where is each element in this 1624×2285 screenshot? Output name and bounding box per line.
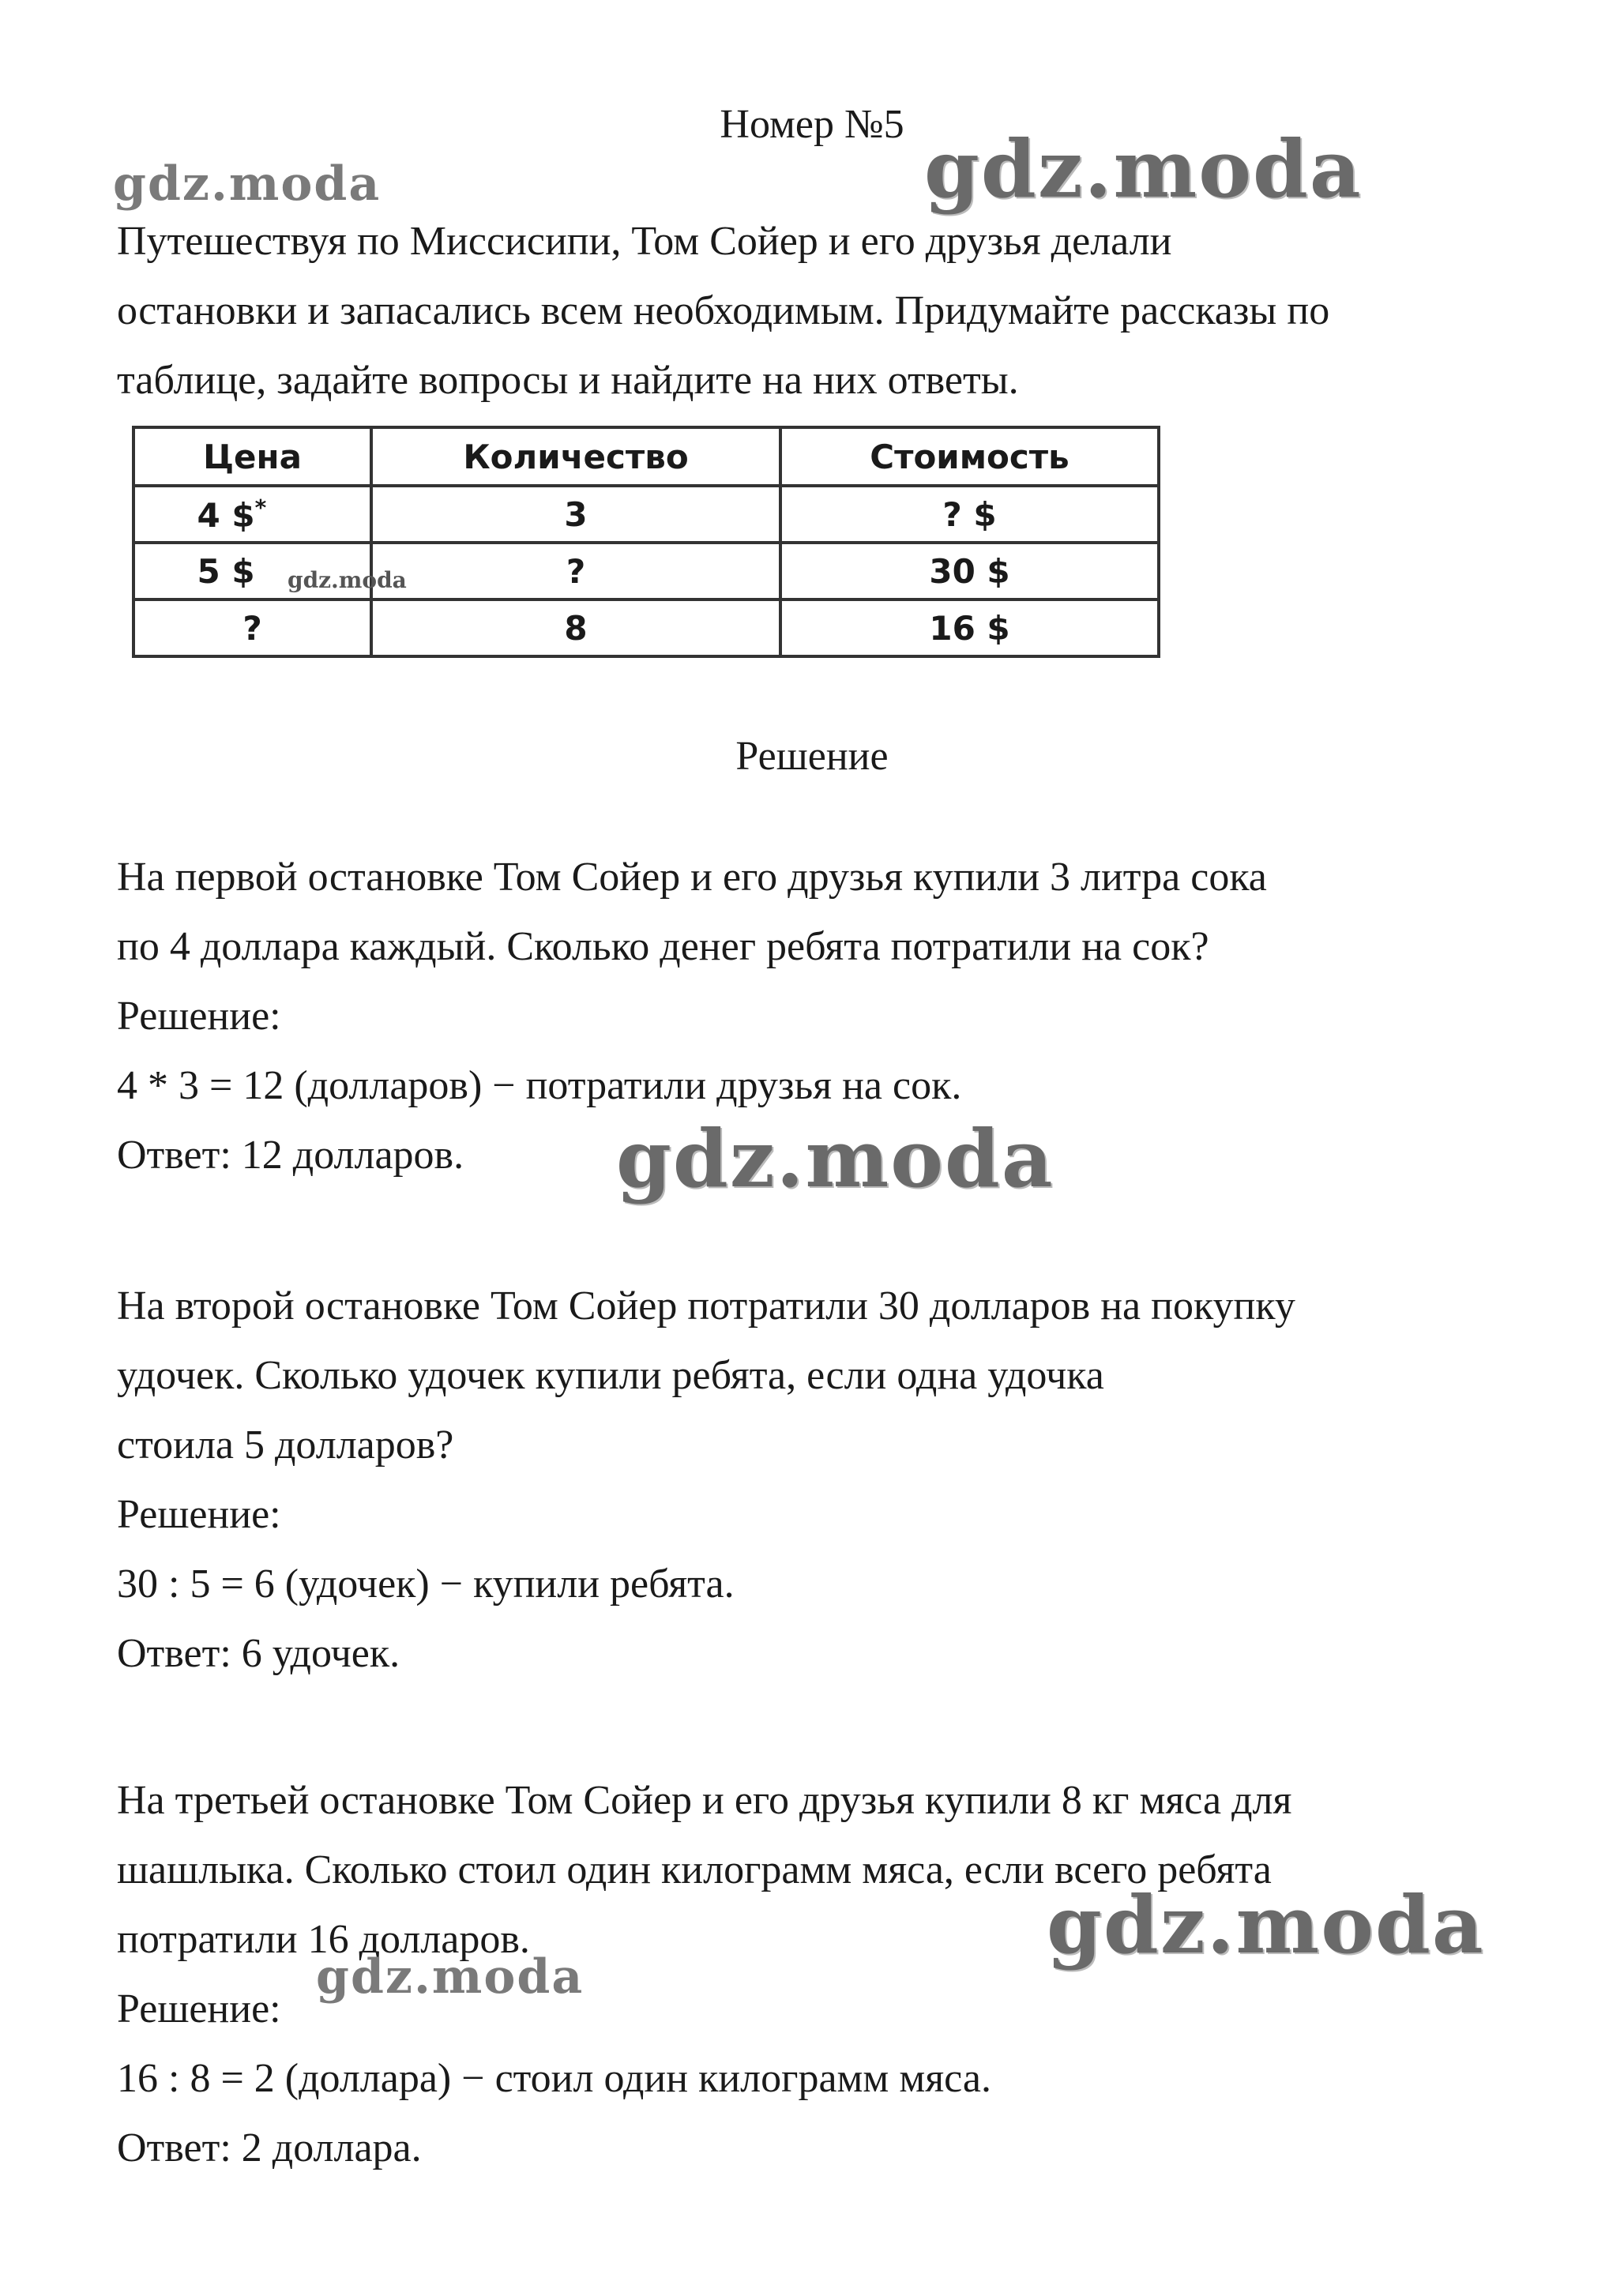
solution-label: Решение: [117,1986,281,2031]
watermark-logo: gdz.moda [924,122,1363,216]
task-line: Путешествуя по Миссисипи, Том Сойер и его друзья делали [117,219,1172,264]
solution-label: Решение: [117,1492,281,1537]
answer-line: Ответ: 2 доллара. [117,2125,422,2170]
watermark-logo: gdz.moda [1047,1878,1485,1971]
solution-label: Решение: [117,994,281,1039]
watermark-logo: gdz.moda [288,567,407,593]
problem-line: потратили 16 долларов. [117,1917,530,1962]
watermark-logo: gdz.moda [316,1949,585,2005]
table-row [133,486,1159,543]
asterisk-mark: * [254,494,267,521]
problem-line: На первой остановке Том Сойер и его друзья купили 3 литра сока [117,855,1267,900]
cell-quantity: 8 [371,599,780,656]
watermark-logo: gdz.moda [616,1112,1054,1205]
task-line: остановки и запасались всем необходимым. Придумайте рассказы по [117,288,1330,333]
solution-equation: 30 : 5 = 6 (удочек) − купили ребята. [117,1562,735,1607]
solution-heading: Решение [735,734,889,779]
solution-equation: 16 : 8 = 2 (доллара) − стоил один килограмм мяса. [117,2056,991,2101]
answer-line: Ответ: 12 долларов. [117,1133,464,1178]
task-statement [117,207,1539,415]
solution-equation: 4 * 3 = 12 (долларов) − потратили друзья на сок. [117,1063,962,1108]
header-quantity: Количество [371,427,780,486]
cell-quantity: 3 [371,486,780,543]
problem-line: стоила 5 долларов? [117,1422,454,1468]
problem-line: На третьей остановке Том Сойер и его друзья купили 8 кг мяса для [117,1778,1292,1823]
cell-quantity: ? [371,543,780,599]
table-row [133,599,1159,656]
header-price: Цена [133,427,371,486]
task-line: таблице, задайте вопросы и найдите на них ответы. [117,358,1019,403]
price-table [132,426,1160,658]
cell-price: 5 $ [133,543,371,599]
page-title: Номер №5 [720,102,904,147]
header-cost: Стоимость [780,427,1159,486]
table-header-row [133,427,1159,486]
cell-cost: ? $ [780,486,1159,543]
problem-line: удочек. Сколько удочек купили ребята, если одна удочка [117,1353,1104,1398]
problem-line: по 4 доллара каждый. Сколько денег ребята потратили на сок? [117,924,1209,969]
cell-price: 4 $* [133,486,371,543]
problem-line: На второй остановке Том Сойер потратили 30 долларов на покупку [117,1283,1295,1329]
cell-cost: 30 $ [780,543,1159,599]
watermark-logo: gdz.moda [113,156,382,212]
answer-line: Ответ: 6 удочек. [117,1631,400,1676]
problem-line: шашлыка. Сколько стоил один килограмм мяса, если всего ребята [117,1847,1272,1892]
problem-2 [117,1272,1539,1689]
cell-cost: 16 $ [780,599,1159,656]
cell-price: ? [133,599,371,656]
